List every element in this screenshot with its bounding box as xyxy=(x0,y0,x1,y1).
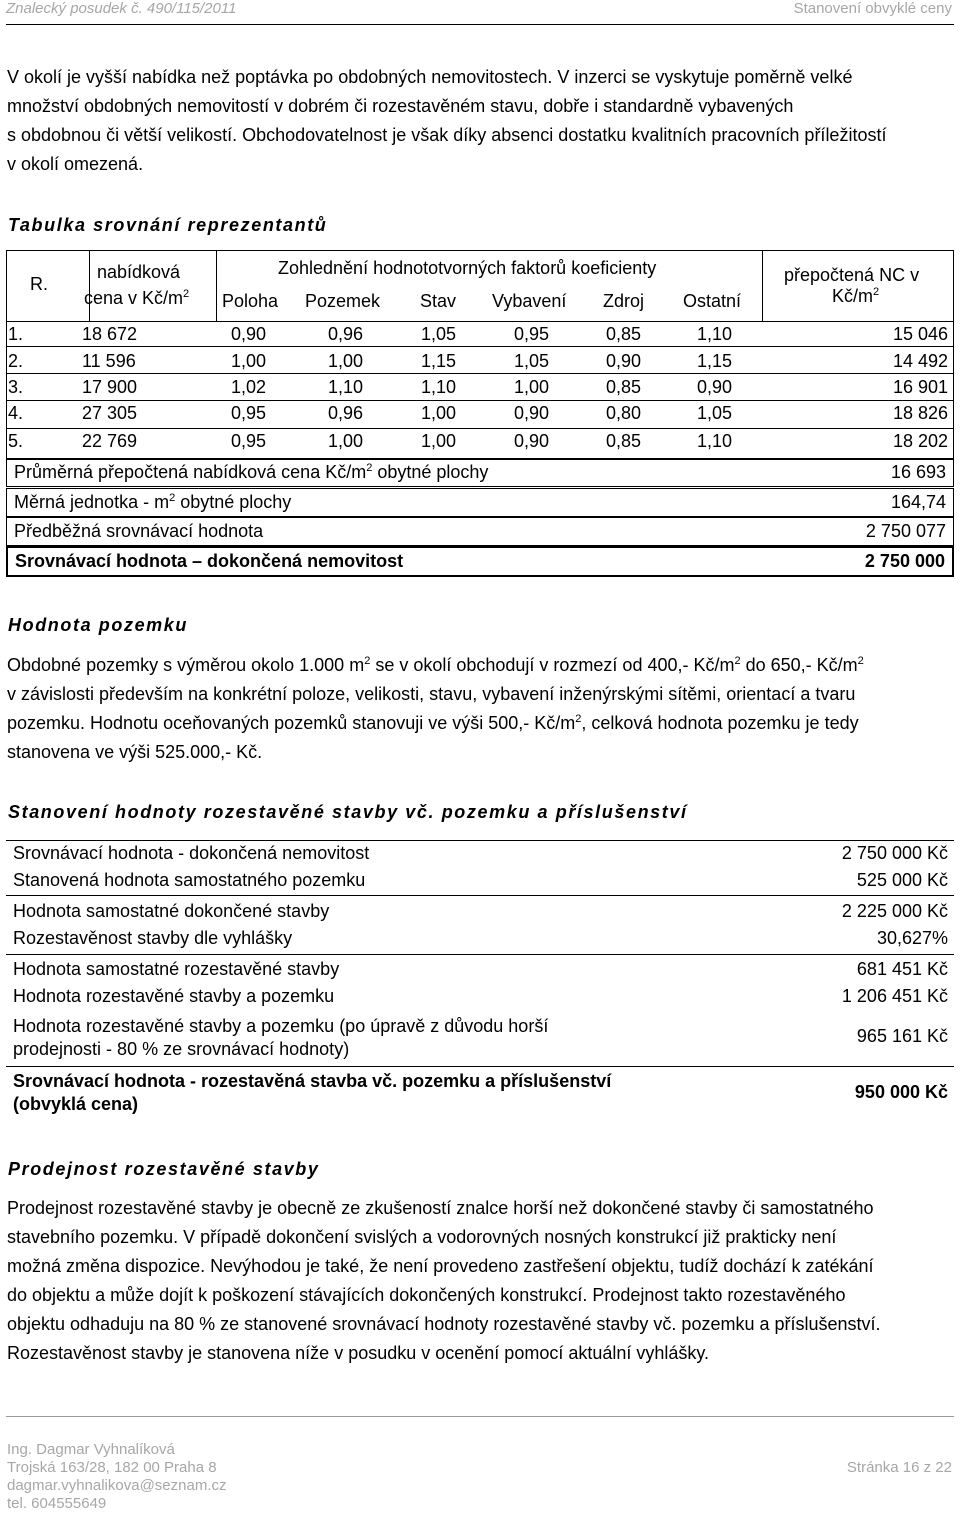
cell-price: 22 769 xyxy=(82,431,138,451)
cell-factor: 1,10 xyxy=(328,377,364,397)
cell-factor: 0,85 xyxy=(606,431,642,451)
cell-factor: 1,05 xyxy=(697,403,733,423)
cell-r: 2. xyxy=(8,351,24,371)
cell-recalc: 18 826 xyxy=(892,403,948,423)
footer-author xyxy=(7,1441,227,1513)
table-row xyxy=(6,324,954,346)
summary-label: Předběžná srovnávací hodnota xyxy=(14,521,264,541)
cell-factor: 1,00 xyxy=(231,351,267,371)
table-border xyxy=(89,250,90,322)
summary-unit xyxy=(6,488,954,517)
cell-factor: 1,00 xyxy=(328,351,364,371)
land-heading: Hodnota pozemku xyxy=(8,615,188,635)
summary-final-value xyxy=(6,546,954,577)
row-label: Hodnota rozestavěné stavby a pozemku xyxy=(13,986,335,1006)
cell-factor: 0,90 xyxy=(697,377,733,397)
cell-factor: 1,05 xyxy=(514,351,550,371)
intro-line: v okolí omezená. xyxy=(7,154,144,174)
table-border xyxy=(6,428,954,429)
cell-factor: 0,90 xyxy=(231,324,267,344)
table-border xyxy=(6,895,954,896)
footer-address: Trojská 163/28, 182 00 Praha 8 xyxy=(7,1459,217,1476)
cell-r: 5. xyxy=(8,431,24,451)
table-border xyxy=(216,250,217,322)
land-paragraph xyxy=(7,651,957,767)
cell-factor: 1,00 xyxy=(421,431,457,451)
cell-r: 3. xyxy=(8,377,24,397)
cell-recalc: 14 492 xyxy=(892,351,948,371)
cell-factor: 1,10 xyxy=(421,377,457,397)
header-divider xyxy=(6,24,954,25)
table-row xyxy=(6,403,954,425)
col-header-offer-line1: nabídková xyxy=(97,262,181,282)
cell-price: 18 672 xyxy=(82,324,138,344)
footer-email: dagmar.vyhnalikova@seznam.cz xyxy=(7,1477,227,1494)
cell-factor: 1,05 xyxy=(421,324,457,344)
intro-paragraph xyxy=(7,63,957,179)
header-document-title: Znalecký posudek č. 490/115/2011 xyxy=(6,0,237,17)
salability-heading: Prodejnost rozestavěné stavby xyxy=(8,1159,320,1179)
cell-factor: 0,95 xyxy=(231,403,267,423)
cell-factor: 0,95 xyxy=(231,431,267,451)
land-line: v závislosti především na konkrétní poloze, velikosti, stavu, vybavení inženýrskými sítěmi, orientací a tvaru xyxy=(7,684,856,704)
comparison-table xyxy=(6,250,954,460)
row-label: Srovnávací hodnota - dokončená nemovitost xyxy=(13,843,370,863)
table-border xyxy=(6,321,954,322)
table-border xyxy=(6,400,954,401)
salability-line: možná změna dispozice. Nevýhodou je také, že není provedeno zastřešení objektu, tudíž dochází k zatékání xyxy=(7,1256,874,1276)
cell-factor: 0,95 xyxy=(514,324,550,344)
intro-line: s obdobnou či větší velikostí. Obchodovatelnost je však díky absenci dostatku kvalitních pracovních příležitostí xyxy=(7,125,887,145)
salability-line: objektu odhaduju na 80 % ze stanovené srovnávací hodnoty rozestavěné stavby vč. pozemku a příslušenství. xyxy=(7,1314,881,1334)
cell-recalc: 15 046 xyxy=(892,324,948,344)
header-section-title: Stanovení obvyklé ceny xyxy=(793,0,952,17)
cell-factor: 0,90 xyxy=(514,431,550,451)
col-header-offer-line2: cena v $Kč/m^2$ xyxy=(84,288,190,308)
footer-phone: tel. 604555649 xyxy=(7,1495,107,1512)
salability-line: Rozestavěnost stavby je stanovena níže v posudku v ocenění pomocí aktuální vyhlášky. xyxy=(7,1343,710,1363)
row-value: 525 000 Kč xyxy=(856,870,948,890)
group-header-factors: Zohlednění hodnototvorných faktorů koeficienty xyxy=(278,258,657,278)
footer-page-number: Stránka 16 z 22 xyxy=(846,1459,952,1476)
cell-factor: 1,10 xyxy=(697,431,733,451)
land-line: stanovena ve výši 525.000,- Kč. xyxy=(7,742,263,762)
table-border xyxy=(6,373,954,374)
table-border xyxy=(6,1066,954,1067)
comparison-heading: Tabulka srovnání reprezentantů xyxy=(8,215,328,235)
table-border xyxy=(6,840,954,841)
salability-line: stavebního pozemku. V případě dokončení svislých a vodorovných nosných konstrukcí již prakticky není xyxy=(7,1227,837,1247)
summary-label: Srovnávací hodnota – dokončená nemovitost xyxy=(15,551,404,571)
summary-value: 2 750 077 xyxy=(865,521,946,541)
col-header-factor: Stav xyxy=(420,291,457,311)
footer-divider xyxy=(6,1416,954,1417)
cell-factor: 1,00 xyxy=(421,403,457,423)
land-line: pozemku. Hodnotu oceňovaných pozemků stanovuji ve výši 500,- $Kč/m^2$, celková hodnota pozemku je tedy xyxy=(7,713,859,733)
cell-factor: 1,00 xyxy=(514,377,550,397)
row-label: Hodnota rozestavěné stavby a pozemku (po úpravě z důvodu horší prodejnosti - 80 % ze srovnávací hodnoty) xyxy=(13,1016,549,1059)
row-value: 30,627% xyxy=(876,928,948,948)
table-border xyxy=(6,346,954,347)
cell-factor: 0,90 xyxy=(606,351,642,371)
cell-price: 17 900 xyxy=(82,377,138,397)
cell-recalc: 18 202 xyxy=(892,431,948,451)
cell-factor: 0,96 xyxy=(328,324,364,344)
col-header-factor: Poloha xyxy=(222,291,279,311)
col-header-recalc-line1: přepočtená NC v xyxy=(784,265,920,285)
col-header-factor: Vybavení xyxy=(492,291,567,311)
cell-factor: 0,85 xyxy=(606,377,642,397)
summary-value: 164,74 xyxy=(890,492,946,512)
summary-value: 2 750 000 xyxy=(864,551,945,571)
table-border xyxy=(6,954,954,955)
cell-factor: 1,00 xyxy=(328,431,364,451)
row-value: 965 161 Kč xyxy=(856,1026,948,1046)
cell-factor: 0,90 xyxy=(514,403,550,423)
row-label: Srovnávací hodnota - rozestavěná stavba vč. pozemku a příslušenství (obvyklá cena) xyxy=(13,1071,612,1114)
footer-name: Ing. Dagmar Vyhnalíková xyxy=(7,1441,175,1458)
row-label: Hodnota samostatné dokončené stavby xyxy=(13,901,330,921)
table-row xyxy=(6,377,954,399)
salability-paragraph xyxy=(7,1194,957,1368)
cell-price: 11 596 xyxy=(82,351,136,371)
summary-label: Měrná jednotka - $m^2$ obytné plochy xyxy=(14,492,292,512)
col-header-recalc-line2: $Kč/m^2$ xyxy=(832,286,880,306)
land-line: Obdobné pozemky s výměrou okolo 1.000 $m^2$ se v okolí obchodují v rozmezí od 400,- $Kč/m^2$ do 650,- $Kč/m^2$ xyxy=(7,655,864,675)
intro-line: V okolí je vyšší nabídka než poptávka po obdobných nemovitostech. V inzerci se vyskytuje poměrně velké xyxy=(7,67,853,87)
cell-factor: 1,15 xyxy=(697,351,733,371)
cell-factor: 0,85 xyxy=(606,324,642,344)
cell-factor: 1,10 xyxy=(697,324,733,344)
row-value: 950 000 Kč xyxy=(854,1082,948,1102)
cell-factor: 0,80 xyxy=(606,403,642,423)
row-label: Hodnota samostatné rozestavěné stavby xyxy=(13,959,340,979)
row-value: 1 206 451 Kč xyxy=(841,986,948,1006)
table-border xyxy=(6,250,954,251)
running-header xyxy=(0,0,960,20)
summary-label: Průměrná přepočtená nabídková cena $Kč/m^2$ obytné plochy xyxy=(14,462,489,482)
summary-value: 16 693 xyxy=(890,462,946,482)
row-value: 2 750 000 Kč xyxy=(841,843,948,863)
cell-factor: 1,15 xyxy=(421,351,457,371)
col-header-factor: Ostatní xyxy=(683,291,742,311)
row-label: Stanovená hodnota samostatného pozemku xyxy=(13,870,366,890)
salability-line: Prodejnost rozestavěné stavby je obecně ze zkušeností znalce horší než dokončené stavby či samostatného xyxy=(7,1198,874,1218)
cell-r: 1. xyxy=(8,324,24,344)
table-row xyxy=(6,431,954,453)
cell-factor: 0,96 xyxy=(328,403,364,423)
cell-recalc: 16 901 xyxy=(892,377,948,397)
row-label: Rozestavěnost stavby dle vyhlášky xyxy=(13,928,293,948)
summary-average-price xyxy=(6,458,954,487)
cell-factor: 1,02 xyxy=(231,377,267,397)
construction-heading: Stanovení hodnoty rozestavěné stavby vč. pozemku a příslušenství xyxy=(8,802,688,822)
col-header-factor: Pozemek xyxy=(305,291,381,311)
col-header-r: R. xyxy=(30,274,48,294)
table-row xyxy=(6,351,954,373)
row-value: 681 451 Kč xyxy=(856,959,948,979)
cell-price: 27 305 xyxy=(82,403,138,423)
salability-line: do objektu a může dojít k poškození stávajících dokončených konstrukcí. Prodejnost takto rozestavěného xyxy=(7,1285,846,1305)
col-header-factor: Zdroj xyxy=(603,291,645,311)
cell-r: 4. xyxy=(8,403,24,423)
intro-line: množství obdobných nemovitostí v dobrém či rozestavěném stavu, dobře i standardně vybavených xyxy=(7,96,794,116)
table-border xyxy=(762,250,763,322)
construction-table xyxy=(6,838,954,1123)
row-value: 2 225 000 Kč xyxy=(841,901,948,921)
summary-preliminary-value xyxy=(6,517,954,546)
